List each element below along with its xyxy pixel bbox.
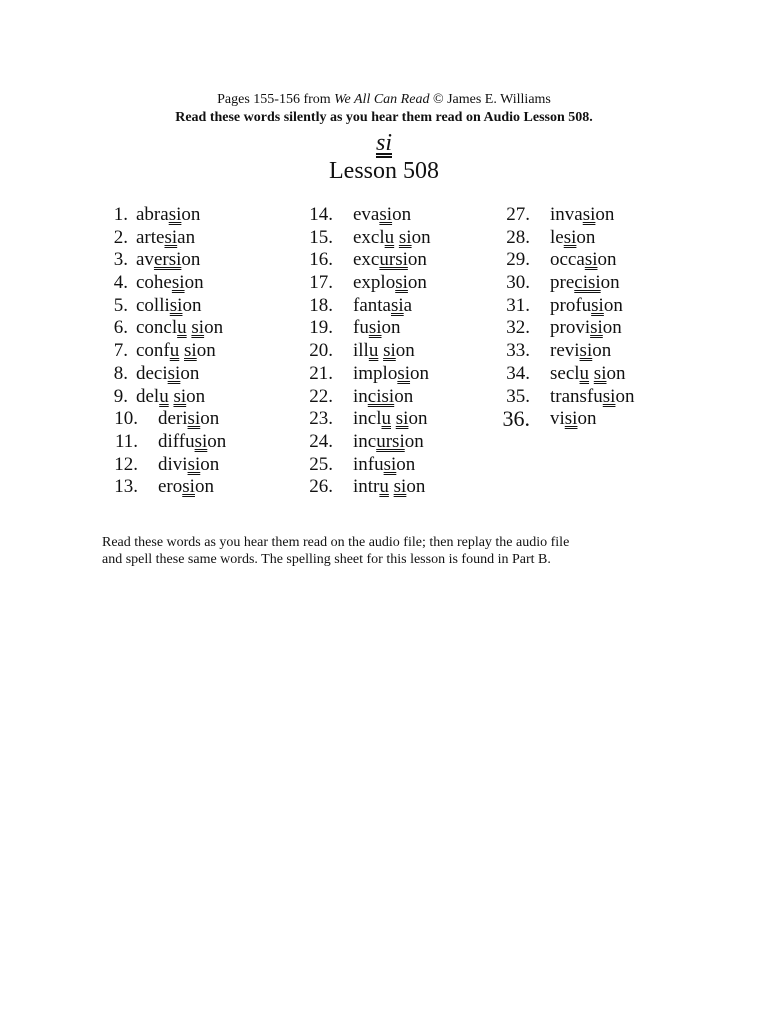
underlined-segment: si bbox=[602, 385, 616, 407]
word-segment: fanta bbox=[353, 294, 391, 316]
word-segment: a bbox=[403, 294, 413, 316]
item-number: 27. bbox=[506, 204, 530, 225]
item-number: 26. bbox=[309, 476, 333, 498]
item-word bbox=[158, 408, 219, 431]
item-word bbox=[353, 340, 415, 363]
word-item bbox=[502, 317, 634, 340]
item-word bbox=[136, 340, 216, 363]
item-number: 10. bbox=[114, 408, 138, 430]
item-word bbox=[550, 272, 620, 295]
word-segment: on bbox=[595, 204, 615, 225]
word-item bbox=[305, 408, 431, 431]
underlined-segment: ersi bbox=[153, 249, 182, 271]
word-item bbox=[110, 272, 226, 295]
footer-line-1: Read these words as you hear them read on the audio file; then replay the audio file bbox=[102, 535, 570, 550]
underlined-segment: si bbox=[590, 317, 603, 339]
source-citation bbox=[0, 92, 768, 108]
word-segment: on bbox=[395, 340, 415, 362]
underlined-segment: si bbox=[379, 204, 393, 225]
item-word bbox=[136, 363, 199, 386]
item-number: 14. bbox=[309, 204, 333, 225]
underlined-segment: si bbox=[173, 385, 187, 407]
item-number: 20. bbox=[309, 340, 333, 362]
word-segment: on bbox=[186, 385, 206, 407]
item-number: 3. bbox=[113, 249, 128, 271]
item-word bbox=[353, 249, 427, 272]
item-word bbox=[550, 204, 614, 227]
word-item bbox=[110, 204, 226, 227]
item-word bbox=[353, 363, 429, 386]
word-segment: in bbox=[353, 385, 368, 407]
word-segment: divi bbox=[158, 453, 188, 475]
word-segment: on bbox=[408, 408, 428, 430]
word-segment: abra bbox=[136, 204, 169, 225]
word-item bbox=[110, 295, 226, 318]
word-item bbox=[305, 431, 431, 454]
item-number: 4. bbox=[113, 272, 128, 294]
item-word bbox=[353, 431, 424, 454]
word-segment: del bbox=[136, 385, 160, 407]
word-segment: colli bbox=[136, 294, 170, 316]
footer-line-2: and spell these same words. The spelling sheet for this lesson is found in Part B. bbox=[102, 552, 551, 567]
underlined-segment: u bbox=[579, 362, 590, 384]
word-item bbox=[305, 249, 431, 272]
word-segment: deri bbox=[158, 408, 188, 430]
word-segment: on bbox=[592, 340, 612, 362]
word-item bbox=[305, 340, 431, 363]
underlined-segment: si bbox=[164, 226, 178, 248]
word-segment: on bbox=[404, 430, 424, 452]
underlined-segment: si bbox=[383, 340, 396, 362]
word-item bbox=[110, 476, 226, 499]
word-segment: intr bbox=[353, 476, 380, 498]
word-segment: fu bbox=[353, 317, 369, 339]
word-item bbox=[502, 363, 634, 386]
word-item bbox=[110, 340, 226, 363]
source-suffix: © James E. Williams bbox=[429, 92, 551, 107]
word-segment: ill bbox=[353, 340, 369, 362]
word-segment: on bbox=[392, 204, 412, 225]
word-item bbox=[305, 272, 431, 295]
underlined-segment: si bbox=[184, 340, 197, 362]
word-item bbox=[502, 340, 634, 363]
word-segment: incl bbox=[353, 408, 382, 430]
word-segment: on bbox=[394, 385, 414, 407]
item-number: 9. bbox=[113, 385, 128, 407]
word-segment: pre bbox=[550, 272, 575, 294]
underlined-segment: si bbox=[584, 249, 598, 271]
footer-instructions bbox=[102, 534, 682, 568]
item-number: 6. bbox=[113, 317, 128, 339]
item-number: 1. bbox=[113, 204, 128, 225]
word-segment: ero bbox=[158, 476, 183, 498]
word-segment: on bbox=[406, 476, 426, 498]
item-word bbox=[550, 249, 617, 272]
word-segment: on bbox=[200, 453, 220, 475]
word-segment: on bbox=[615, 385, 635, 407]
word-item bbox=[305, 295, 431, 318]
underlined-segment: ursi bbox=[379, 249, 408, 271]
item-word bbox=[136, 317, 223, 340]
item-word bbox=[353, 454, 415, 477]
word-segment: inc bbox=[353, 430, 377, 452]
underlined-segment: si bbox=[383, 453, 397, 475]
word-item bbox=[305, 363, 431, 386]
word-segment: on bbox=[207, 430, 227, 452]
book-title: We All Can Read bbox=[334, 92, 430, 107]
underlined-segment: si bbox=[563, 226, 577, 248]
word-segment: on bbox=[600, 272, 620, 294]
item-word bbox=[353, 204, 411, 227]
word-item bbox=[502, 204, 634, 227]
item-number: 5. bbox=[113, 294, 128, 316]
item-word bbox=[550, 340, 611, 363]
item-number: 11. bbox=[114, 430, 138, 452]
word-segment: vi bbox=[550, 408, 565, 430]
word-segment: arte bbox=[136, 226, 165, 248]
item-number: 24. bbox=[309, 430, 333, 452]
item-number: 8. bbox=[113, 362, 128, 384]
underlined-segment: si bbox=[182, 476, 195, 498]
word-segment: on bbox=[411, 226, 431, 248]
word-segment: on bbox=[597, 249, 617, 271]
underlined-segment: si bbox=[398, 226, 412, 248]
item-number: 18. bbox=[309, 294, 333, 316]
underlined-segment: si bbox=[191, 317, 205, 339]
word-item bbox=[110, 454, 226, 477]
word-item bbox=[305, 386, 431, 409]
underlined-segment: si bbox=[587, 272, 601, 294]
item-number: 16. bbox=[309, 249, 333, 271]
word-item bbox=[502, 386, 634, 409]
item-number: 36. bbox=[502, 406, 530, 432]
word-item bbox=[110, 317, 226, 340]
word-item bbox=[305, 204, 431, 227]
item-word bbox=[550, 408, 596, 431]
word-segment: inva bbox=[550, 204, 583, 225]
word-item bbox=[502, 295, 634, 318]
underlined-segment: u bbox=[169, 340, 180, 362]
word-item bbox=[502, 408, 634, 431]
underlined-segment: si bbox=[582, 204, 596, 225]
item-word bbox=[550, 295, 623, 318]
item-word bbox=[550, 317, 622, 340]
item-number: 31. bbox=[506, 294, 530, 316]
underlined-segment: si bbox=[187, 408, 201, 430]
word-item bbox=[110, 363, 226, 386]
item-word bbox=[550, 227, 595, 250]
word-segment: transfu bbox=[550, 385, 603, 407]
item-word bbox=[353, 317, 401, 340]
word-segment: explo bbox=[353, 272, 396, 294]
item-number: 15. bbox=[309, 226, 333, 248]
item-word bbox=[550, 386, 634, 409]
item-word bbox=[353, 295, 412, 318]
underlined-segment: si bbox=[393, 476, 407, 498]
item-number: 19. bbox=[309, 317, 333, 339]
word-column-2 bbox=[305, 204, 431, 499]
word-item bbox=[110, 408, 226, 431]
word-item bbox=[305, 476, 431, 499]
word-column-3 bbox=[502, 204, 634, 431]
underlined-segment: si bbox=[591, 294, 604, 316]
underlined-segment: si bbox=[593, 362, 607, 384]
word-segment: on bbox=[180, 362, 200, 384]
word-segment: on bbox=[410, 362, 430, 384]
underlined-segment: si bbox=[368, 317, 382, 339]
word-segment: on bbox=[200, 408, 220, 430]
item-number: 34. bbox=[506, 362, 530, 384]
word-item bbox=[110, 431, 226, 454]
item-number: 28. bbox=[506, 226, 530, 248]
item-word bbox=[158, 476, 214, 499]
word-segment: diffu bbox=[158, 430, 195, 452]
underlined-segment: si bbox=[390, 294, 404, 316]
item-number: 25. bbox=[309, 453, 333, 475]
item-word bbox=[136, 386, 205, 409]
underlined-segment: si bbox=[167, 362, 181, 384]
underlined-segment: si bbox=[395, 272, 408, 294]
word-segment: secl bbox=[550, 362, 580, 384]
word-item bbox=[110, 386, 226, 409]
underlined-segment: u bbox=[384, 226, 395, 248]
underlined-segment: si bbox=[381, 385, 395, 407]
word-segment: infu bbox=[353, 453, 384, 475]
word-item bbox=[110, 227, 226, 250]
item-word bbox=[353, 272, 427, 295]
word-segment: on bbox=[184, 272, 204, 294]
word-item bbox=[110, 249, 226, 272]
underlined-segment: u bbox=[379, 476, 389, 498]
item-word bbox=[158, 454, 219, 477]
word-item bbox=[502, 227, 634, 250]
word-segment: on bbox=[194, 476, 214, 498]
underlined-segment: si bbox=[171, 272, 185, 294]
item-word bbox=[136, 295, 201, 318]
word-segment: deci bbox=[136, 362, 168, 384]
word-segment: on bbox=[396, 453, 416, 475]
underlined-segment: u bbox=[368, 340, 379, 362]
word-segment: excl bbox=[353, 226, 385, 248]
listening-instruction: Read these words silently as you hear them read on Audio Lesson 508. bbox=[175, 110, 593, 125]
target-sound bbox=[0, 130, 768, 157]
item-word bbox=[353, 227, 431, 250]
underlined-segment: si bbox=[397, 362, 411, 384]
word-segment: revi bbox=[550, 340, 580, 362]
word-segment: on bbox=[407, 249, 427, 271]
underlined-segment: si bbox=[169, 294, 183, 316]
word-item bbox=[502, 249, 634, 272]
lesson-title: Lesson 508 bbox=[329, 158, 439, 184]
word-segment: on bbox=[407, 272, 427, 294]
underlined-segment: si bbox=[395, 408, 409, 430]
word-segment: on bbox=[606, 362, 626, 384]
item-number: 22. bbox=[309, 385, 333, 407]
word-segment: on bbox=[577, 408, 597, 430]
word-segment: provi bbox=[550, 317, 591, 339]
word-segment: le bbox=[550, 226, 564, 248]
word-segment: eva bbox=[353, 204, 380, 225]
item-number: 13. bbox=[114, 476, 138, 498]
word-segment: conf bbox=[136, 340, 170, 362]
item-number: 7. bbox=[113, 340, 128, 362]
item-number: 33. bbox=[506, 340, 530, 362]
word-segment: on bbox=[603, 294, 623, 316]
item-number: 17. bbox=[309, 272, 333, 294]
word-segment: profu bbox=[550, 294, 592, 316]
word-segment: on bbox=[181, 249, 201, 271]
source-prefix: Pages 155-156 from bbox=[217, 92, 335, 107]
word-segment: on bbox=[602, 317, 622, 339]
underlined-segment: si bbox=[168, 204, 182, 225]
underlined-segment: ci bbox=[574, 272, 588, 294]
word-segment: an bbox=[177, 226, 196, 248]
word-item bbox=[305, 454, 431, 477]
item-word bbox=[353, 386, 413, 409]
item-word bbox=[136, 227, 195, 250]
underlined-segment: ci bbox=[367, 385, 382, 407]
underlined-segment: u bbox=[381, 408, 391, 430]
item-word bbox=[550, 363, 625, 386]
underlined-segment: ursi bbox=[376, 430, 405, 452]
word-item bbox=[305, 227, 431, 250]
word-segment: on bbox=[196, 340, 216, 362]
word-segment: on bbox=[181, 204, 201, 225]
item-number: 23. bbox=[309, 408, 333, 430]
underlined-segment: si bbox=[194, 430, 208, 452]
underlined-segment: si bbox=[579, 340, 593, 362]
item-word bbox=[136, 272, 204, 295]
word-segment: on bbox=[381, 317, 401, 339]
word-column-1 bbox=[110, 204, 226, 499]
target-sound-text: si bbox=[375, 130, 392, 156]
item-word bbox=[158, 431, 226, 454]
underlined-segment: u bbox=[159, 385, 169, 407]
word-segment: cohe bbox=[136, 272, 172, 294]
underlined-segment: si bbox=[187, 453, 201, 475]
item-number: 32. bbox=[506, 317, 530, 339]
item-number: 30. bbox=[506, 272, 530, 294]
word-segment: occa bbox=[550, 249, 585, 271]
item-word bbox=[353, 408, 427, 431]
word-segment: on bbox=[182, 294, 202, 316]
word-item bbox=[305, 317, 431, 340]
word-segment: concl bbox=[136, 317, 178, 339]
word-item bbox=[502, 272, 634, 295]
item-number: 21. bbox=[309, 362, 333, 384]
word-segment: on bbox=[576, 226, 596, 248]
word-segment: exc bbox=[353, 249, 380, 271]
word-segment: on bbox=[204, 317, 224, 339]
item-word bbox=[136, 249, 200, 272]
word-segment: implo bbox=[353, 362, 398, 384]
underlined-segment: u bbox=[177, 317, 187, 339]
item-number: 12. bbox=[114, 453, 138, 475]
item-number: 2. bbox=[113, 226, 128, 248]
underlined-segment: si bbox=[564, 408, 578, 430]
item-number: 35. bbox=[506, 385, 530, 407]
item-word bbox=[353, 476, 425, 499]
word-segment: av bbox=[136, 249, 154, 271]
item-word bbox=[136, 204, 200, 227]
item-number: 29. bbox=[506, 249, 530, 271]
